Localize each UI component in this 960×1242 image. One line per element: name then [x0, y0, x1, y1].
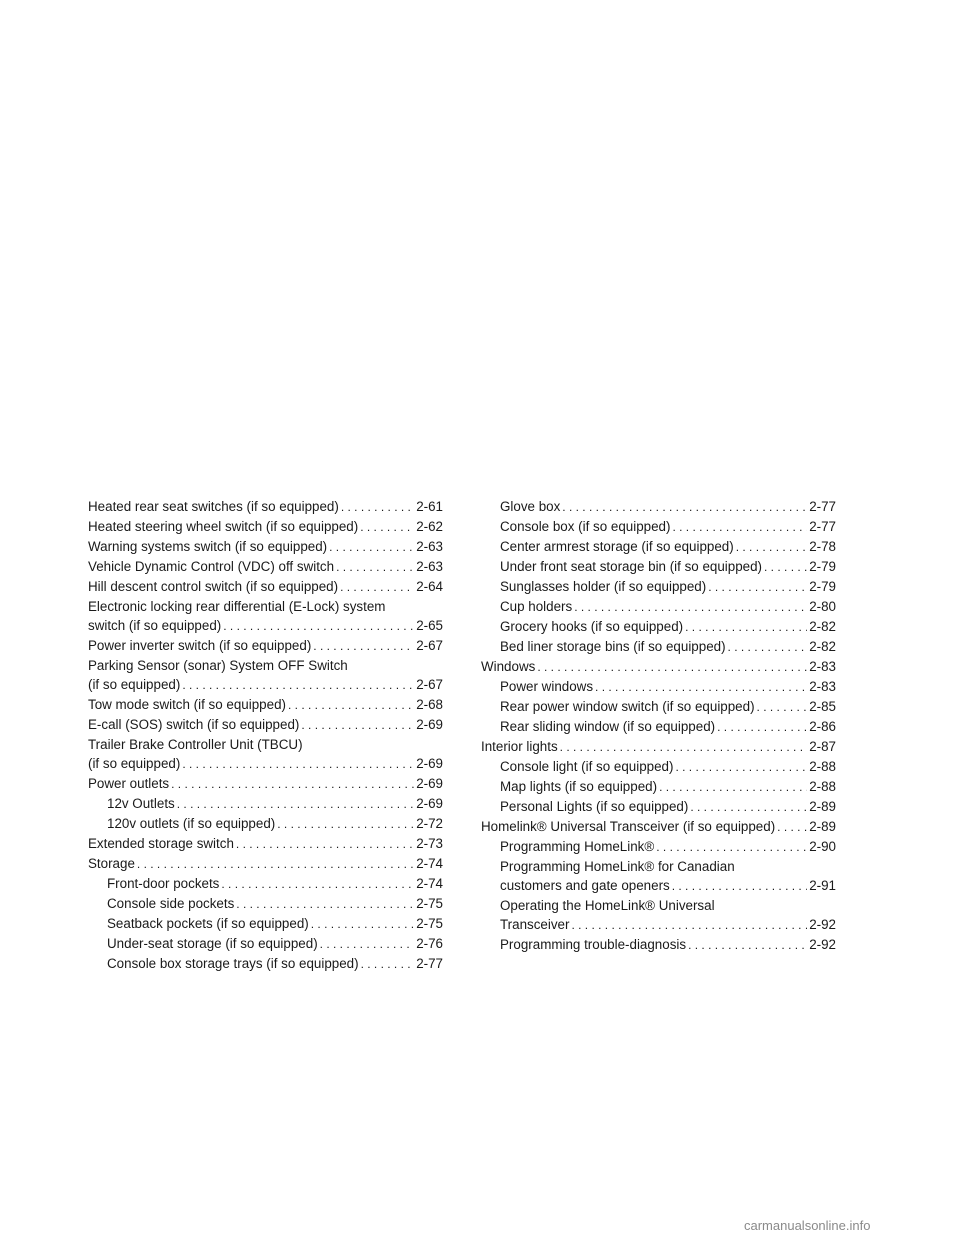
toc-entry-title: Seatback pockets (if so equipped) [107, 916, 309, 931]
toc-entry-page-number: 2-83 [809, 679, 836, 694]
toc-entry-title: Glove box [500, 499, 561, 514]
toc-entry[interactable] [88, 577, 443, 597]
toc-entry-title: Heated rear seat switches (if so equipped) [88, 499, 339, 514]
dot-leader [675, 758, 807, 777]
toc-entry-page-number: 2-82 [809, 619, 836, 634]
toc-entry-title-line1: Parking Sensor (sonar) System OFF Switch [88, 658, 348, 673]
toc-entry[interactable] [88, 794, 443, 814]
toc-entry-page-number: 2-64 [416, 579, 443, 594]
toc-entry-page-number: 2-74 [416, 856, 443, 871]
toc-entry-page-number: 2-91 [809, 878, 836, 893]
toc-entry-title: Warning systems switch (if so equipped) [88, 539, 328, 554]
toc-entry[interactable] [481, 497, 836, 517]
toc-entry-title-line1: Electronic locking rear differential (E-Lock) system [88, 599, 386, 614]
toc-entry-page-number: 2-75 [416, 896, 443, 911]
toc-entry[interactable] [481, 517, 836, 537]
dot-leader [329, 538, 414, 557]
toc-entry-page-number: 2-86 [809, 719, 836, 734]
toc-entry[interactable] [481, 597, 836, 617]
dot-leader [708, 578, 807, 597]
toc-entry-page-number: 2-77 [416, 956, 443, 971]
toc-entry-page-number: 2-72 [416, 816, 443, 831]
toc-entry[interactable] [481, 896, 836, 935]
dot-leader [688, 936, 807, 955]
toc-entry-title: Programming trouble-diagnosis [500, 937, 687, 952]
toc-entry-title-line1: Programming HomeLink® for Canadian [500, 859, 735, 874]
toc-entry-title: Console light (if so equipped) [500, 759, 674, 774]
toc-entry[interactable] [481, 737, 836, 757]
dot-leader [571, 916, 807, 935]
dot-leader [341, 498, 414, 517]
toc-entry-title: Transceiver [500, 917, 570, 932]
dot-leader [672, 877, 807, 896]
dot-leader [320, 935, 415, 954]
toc-entry[interactable] [88, 517, 443, 537]
toc-entry-title: Rear sliding window (if so equipped) [500, 719, 716, 734]
toc-entry[interactable] [481, 777, 836, 797]
toc-entry-page-number: 2-73 [416, 836, 443, 851]
dot-leader [728, 638, 808, 657]
dot-leader [685, 618, 807, 637]
dot-leader [171, 775, 414, 794]
dot-leader [659, 778, 807, 797]
toc-entry-title: switch (if so equipped) [88, 618, 222, 633]
toc-entry-page-number: 2-74 [416, 876, 443, 891]
toc-entry-title: customers and gate openers [500, 878, 670, 893]
toc-entry-page-number: 2-79 [809, 579, 836, 594]
dot-leader [360, 518, 414, 537]
dot-leader [301, 716, 414, 735]
dot-leader [672, 518, 807, 537]
toc-entry[interactable] [88, 834, 443, 854]
toc-entry[interactable] [88, 914, 443, 934]
toc-entry-title: Tow mode switch (if so equipped) [88, 697, 286, 712]
toc-entry[interactable] [481, 577, 836, 597]
toc-entry-title: Vehicle Dynamic Control (VDC) off switch [88, 559, 335, 574]
toc-entry[interactable] [88, 735, 443, 774]
toc-entry-title: Under front seat storage bin (if so equipped) [500, 559, 763, 574]
toc-entry-title-line1: Trailer Brake Controller Unit (TBCU) [88, 737, 303, 752]
toc-entry-title: Homelink® Universal Transceiver (if so equipped) [481, 819, 776, 834]
dot-leader [313, 637, 414, 656]
toc-entry-page-number: 2-79 [809, 559, 836, 574]
toc-entry-title: Hill descent control switch (if so equipped) [88, 579, 339, 594]
toc-entry-title: Power windows [500, 679, 594, 694]
toc-entry-page-number: 2-77 [809, 499, 836, 514]
dot-leader [137, 855, 414, 874]
dot-leader [595, 678, 807, 697]
dot-leader [560, 738, 808, 757]
toc-entry[interactable] [481, 657, 836, 677]
toc-entry-title: 120v outlets (if so equipped) [107, 816, 276, 831]
toc-entry[interactable] [88, 854, 443, 874]
toc-entry-title: (if so equipped) [88, 756, 181, 771]
dot-leader [777, 818, 807, 837]
toc-entry[interactable] [88, 894, 443, 914]
toc-entry-page-number: 2-69 [416, 776, 443, 791]
dot-leader [336, 558, 414, 577]
toc-entry[interactable] [88, 656, 443, 695]
toc-entry-page-number: 2-65 [416, 618, 443, 633]
toc-entry[interactable] [481, 817, 836, 837]
toc-entry-page-number: 2-87 [809, 739, 836, 754]
toc-entry-title: 12v Outlets [107, 796, 175, 811]
toc-entry-title: E-call (SOS) switch (if so equipped) [88, 717, 300, 732]
dot-leader [277, 815, 414, 834]
toc-entry-page-number: 2-77 [809, 519, 836, 534]
toc-entry[interactable] [88, 597, 443, 636]
toc-entry[interactable] [481, 717, 836, 737]
dot-leader [182, 676, 414, 695]
toc-entry[interactable] [88, 557, 443, 577]
toc-entry-title: Console box (if so equipped) [500, 519, 671, 534]
toc-entry-title: Power inverter switch (if so equipped) [88, 638, 312, 653]
toc-entry-title: Programming HomeLink® [500, 839, 655, 854]
watermark-text: carmanualsonline.info [744, 1218, 871, 1233]
toc-entry[interactable] [481, 935, 836, 955]
toc-entry-page-number: 2-85 [809, 699, 836, 714]
dot-leader [562, 498, 807, 517]
toc-entry-page-number: 2-67 [416, 638, 443, 653]
toc-entry-title: Sunglasses holder (if so equipped) [500, 579, 707, 594]
toc-entry-title: Cup holders [500, 599, 573, 614]
toc-entry-title: Interior lights [481, 739, 558, 754]
toc-left-column [88, 497, 443, 974]
toc-entry-page-number: 2-78 [809, 539, 836, 554]
toc-entry-title: Windows [481, 659, 536, 674]
dot-leader [236, 835, 414, 854]
toc-entry-page-number: 2-76 [416, 936, 443, 951]
toc-entry-title: Map lights (if so equipped) [500, 779, 658, 794]
dot-leader [537, 658, 807, 677]
dot-leader [311, 915, 414, 934]
toc-entry[interactable] [481, 697, 836, 717]
toc-entry[interactable] [481, 857, 836, 896]
toc-entry-page-number: 2-63 [416, 539, 443, 554]
toc-entry-title: Heated steering wheel switch (if so equipped) [88, 519, 359, 534]
toc-right-column [481, 497, 836, 955]
dot-leader [736, 538, 807, 557]
toc-entry-page-number: 2-69 [416, 796, 443, 811]
dot-leader [236, 895, 414, 914]
toc-entry[interactable] [88, 774, 443, 794]
toc-entry-page-number: 2-63 [416, 559, 443, 574]
toc-entry[interactable] [88, 695, 443, 715]
toc-entry[interactable] [481, 537, 836, 557]
toc-entry[interactable] [481, 757, 836, 777]
toc-entry-page-number: 2-69 [416, 756, 443, 771]
toc-entry-page-number: 2-67 [416, 677, 443, 692]
toc-entry[interactable] [88, 954, 443, 974]
toc-entry[interactable] [481, 837, 836, 857]
toc-entry-title: Console side pockets [107, 896, 235, 911]
toc-entry[interactable] [88, 934, 443, 954]
toc-entry-title: Under-seat storage (if so equipped) [107, 936, 318, 951]
toc-entry-title: Power outlets [88, 776, 170, 791]
toc-entry-page-number: 2-89 [809, 799, 836, 814]
toc-entry[interactable] [88, 497, 443, 517]
toc-entry[interactable] [88, 636, 443, 656]
toc-entry-page-number: 2-75 [416, 916, 443, 931]
toc-entry-title: Extended storage switch [88, 836, 234, 851]
toc-entry-page-number: 2-88 [809, 759, 836, 774]
dot-leader [574, 598, 807, 617]
toc-entry-title: Grocery hooks (if so equipped) [500, 619, 684, 634]
toc-entry[interactable] [481, 797, 836, 817]
toc-entry[interactable] [88, 814, 443, 834]
dot-leader [177, 795, 414, 814]
dot-leader [223, 617, 414, 636]
dot-leader [717, 718, 807, 737]
dot-leader [757, 698, 808, 717]
toc-entry-title: (if so equipped) [88, 677, 181, 692]
toc-entry-page-number: 2-92 [809, 937, 836, 952]
toc-entry-title: Rear power window switch (if so equipped) [500, 699, 755, 714]
toc-entry[interactable] [88, 874, 443, 894]
toc-entry[interactable] [481, 677, 836, 697]
toc-entry-page-number: 2-80 [809, 599, 836, 614]
toc-entry-page-number: 2-61 [416, 499, 443, 514]
toc-entry-page-number: 2-88 [809, 779, 836, 794]
toc-entry[interactable] [481, 557, 836, 577]
toc-entry-title: Center armrest storage (if so equipped) [500, 539, 734, 554]
toc-entry-title: Bed liner storage bins (if so equipped) [500, 639, 726, 654]
dot-leader [690, 798, 807, 817]
toc-entry[interactable] [88, 537, 443, 557]
dot-leader [288, 696, 414, 715]
dot-leader [361, 955, 415, 974]
dot-leader [182, 755, 414, 774]
toc-entry-page-number: 2-62 [416, 519, 443, 534]
toc-entry-page-number: 2-82 [809, 639, 836, 654]
toc-entry-page-number: 2-89 [809, 819, 836, 834]
toc-entry[interactable] [481, 617, 836, 637]
dot-leader [340, 578, 414, 597]
toc-entry-page-number: 2-92 [809, 917, 836, 932]
toc-entry-title: Console box storage trays (if so equipped) [107, 956, 359, 971]
toc-entry[interactable] [481, 637, 836, 657]
toc-entry-title-line1: Operating the HomeLink® Universal [500, 898, 715, 913]
toc-entry-page-number: 2-83 [809, 659, 836, 674]
dot-leader [764, 558, 807, 577]
toc-entry-title: Personal Lights (if so equipped) [500, 799, 689, 814]
toc-entry-title: Front-door pockets [107, 876, 220, 891]
toc-entry-page-number: 2-68 [416, 697, 443, 712]
dot-leader [656, 838, 807, 857]
toc-entry-page-number: 2-90 [809, 839, 836, 854]
toc-entry-page-number: 2-69 [416, 717, 443, 732]
toc-entry-title: Storage [88, 856, 135, 871]
dot-leader [221, 875, 414, 894]
toc-entry[interactable] [88, 715, 443, 735]
